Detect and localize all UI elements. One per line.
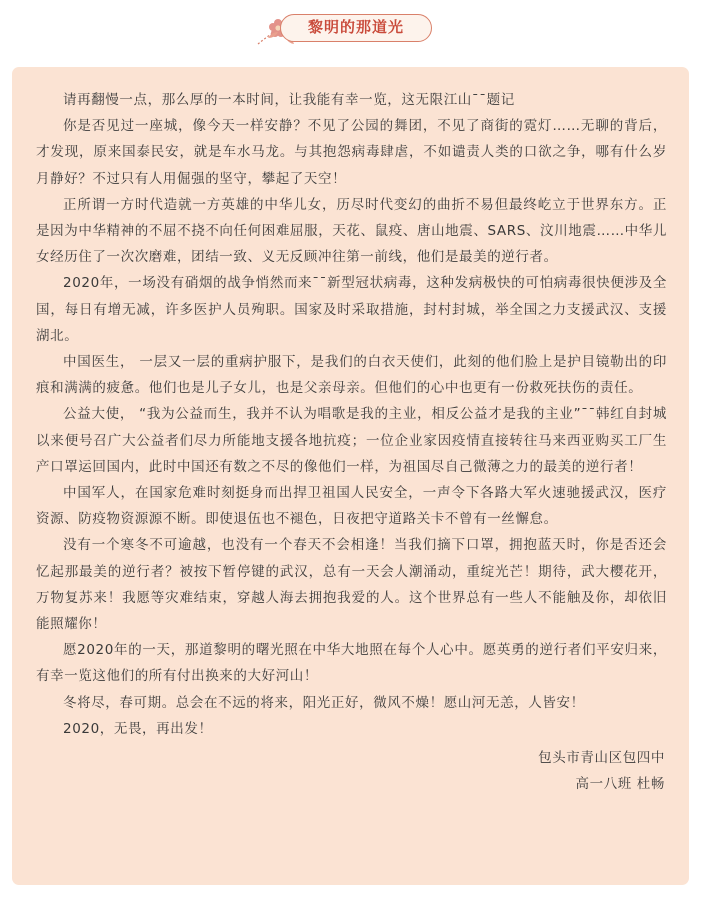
paragraph: 你是否见过一座城，像今天一样安静？不见了公园的舞团，不见了商街的霓灯……无聊的背后，才发现，原来国泰民安，就是车水马龙。与其抱怨病毒肆虐，不如谴责人类的口欲之争，哪有什么岁月静好？不过只有人用倔强的坚守，攀起了天空！ [36, 118, 667, 187]
paragraph: 中国军人，在国家危难时刻挺身而出捍卫祖国人民安全，一声令下各路大军火速驰援武汉，医疗资源、防疫物资源源不断。即使退伍也不褪色，日夜把守道路关卡不曾有一丝懈怠。 [36, 485, 667, 528]
paragraph: 正所谓一方时代造就一方英雄的中华儿女，历尽时代变幻的曲折不易但最终屹立于世界东方。正是因为中华精神的不屈不挠不向任何困难屈服，天花、鼠疫、唐山地震、SARS、汶川地震……中华儿女经历住了一次次磨难，团结一致、义无反顾冲往第一前线，他们是最美的逆行者。 [36, 196, 667, 266]
signature-school: 包头市青山区包四中 [538, 750, 665, 767]
paragraph: 愿2020年的一天，那道黎明的曙光照在中华大地照在每个人心中。愿英勇的逆行者们平安归来，有幸一览这他们的所有付出换来的大好河山！ [36, 642, 667, 685]
paragraph-epigraph: 请再翻慢一点，那么厚的一本时间，让我能有幸一览，这无限江山¯¯题记 [63, 92, 515, 108]
page-title: 黎明的那道光 [307, 18, 404, 36]
title-banner [256, 8, 456, 48]
paragraph: 2020，无畏，再出发！ [63, 720, 213, 737]
paragraph: 冬将尽，春可期。总会在不远的将来，阳光正好，微风不燥！愿山河无恙，人皆安！ [63, 694, 585, 711]
paragraph: 2020年，一场没有硝烟的战争悄然而来¯¯新型冠状病毒，这种发病极快的可怕病毒很快便涉及全国，每日有增无减，许多医护人员殉职。国家及时采取措施，封村封城，举全国之力支援武汉、支援湖北。 [36, 275, 667, 344]
signature-author: 高一八班 杜畅 [575, 776, 665, 793]
article-card [12, 67, 689, 885]
paragraph: 中国医生， 一层又一层的重病护服下，是我们的白衣天使们，此刻的他们脸上是护目镜勒出的印痕和满满的疲惫。他们也是儿子女儿，也是父亲母亲。但他们的心中也更有一份救死扶伤的责任。 [36, 354, 667, 397]
paragraph: 公益大使， “我为公益而生，我并不认为唱歌是我的主业，相反公益才是我的主业”¯¯韩红自封城以来便号召广大公益者们尽力所能地支援各地抗疫；一位企业家因疫情直接转往马来西亚购买工厂生产口罩运回国内，此时中国还有数之不尽的像他们一样，为祖国尽自己微薄之力的最美的逆行者！ [36, 406, 667, 475]
title-pill [280, 14, 432, 42]
paragraph: 没有一个寒冬不可逾越，也没有一个春天不会相逢！当我们摘下口罩，拥抱蓝天时，你是否还会忆起那最美的逆行者？被按下暂停键的武汉，总有一天会人潮涌动，重绽光芒！期待，武大樱花开，万物复苏来！我愿等灾难结束，穿越人海去拥抱我爱的人。这个世界总有一些人不能触及你，却依旧能照耀你！ [36, 537, 667, 633]
